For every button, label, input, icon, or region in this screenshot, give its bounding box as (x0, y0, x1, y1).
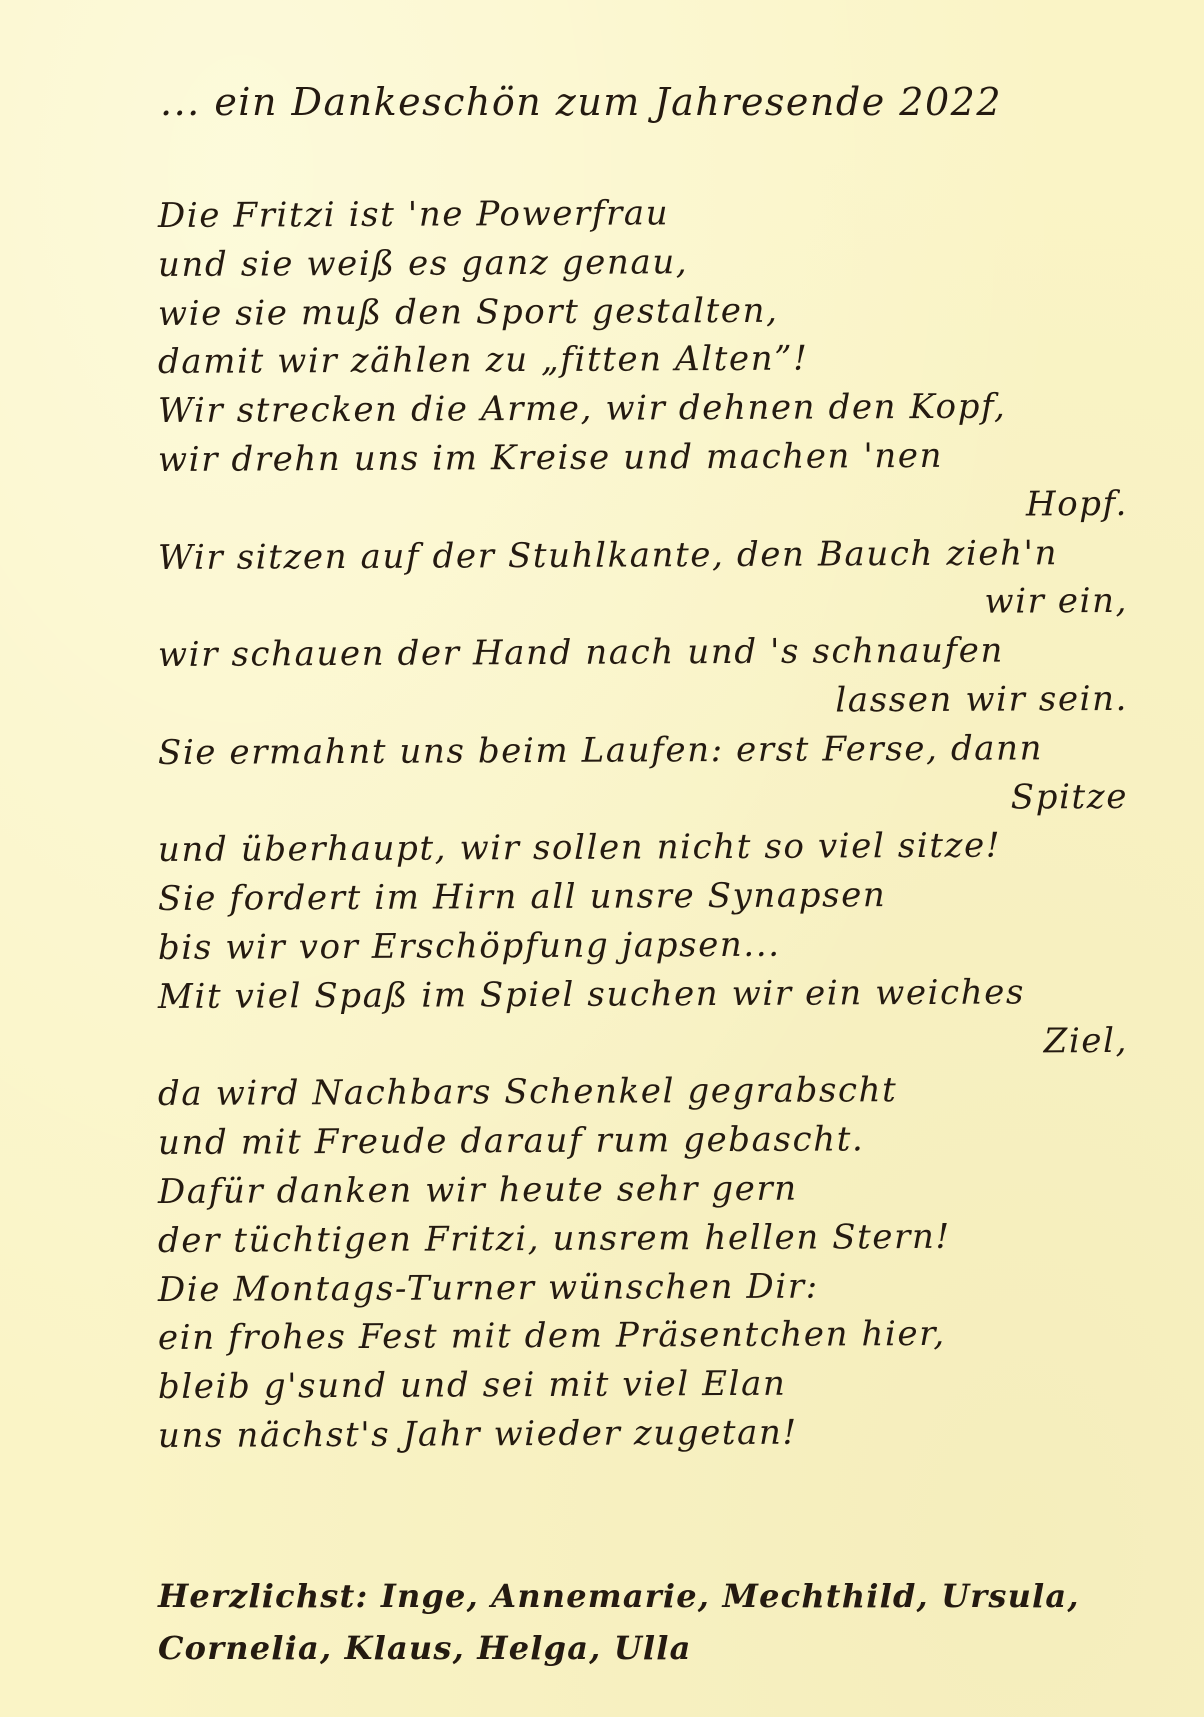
poem-line: damit wir zählen zu „fitten Alten”! (157, 338, 809, 383)
poem-line: Mit viel Spaß im Spiel suchen wir ein weiches (157, 972, 1026, 1017)
poem-line: Wir sitzen auf der Stuhlkante, den Bauch zieh'n (157, 532, 1059, 578)
poem-line: bis wir vor Erschöpfung japsen... (157, 924, 781, 968)
poem-line: Ziel, (1043, 1020, 1129, 1061)
poem-line: Die Montags-Turner wünschen Dir: (157, 1266, 819, 1310)
poem-line: der tüchtigen Fritzi, unsrem hellen Stern! (157, 1216, 951, 1261)
poem-line: wie sie muß den Sport gestalten, (157, 290, 779, 334)
poem-line: Die Fritzi ist 'ne Powerfrau (157, 193, 670, 236)
poem-line: und mit Freude darauf rum gebascht. (157, 1119, 865, 1164)
poem-line: wir ein, (984, 581, 1129, 623)
poem-line: Sie ermahnt uns beim Laufen: erst Ferse, dann (157, 728, 1044, 773)
poem-line: da wird Nachbars Schenkel gegrabscht (157, 1070, 898, 1115)
poem-line: wir drehn uns im Kreise und machen 'nen (157, 435, 944, 480)
signature-block (158, 1570, 1118, 1674)
poem-line: Sie fordert im Hirn all unsre Synapsen (157, 875, 887, 920)
poem-line: und überhaupt, wir sollen nicht so viel sitze! (157, 825, 1002, 871)
poem-line: und sie weiß es ganz genau, (157, 242, 689, 285)
poem-line: wir schauen der Hand nach und 's schnaufen (157, 630, 1004, 676)
poem-line: lassen wir sein. (835, 678, 1129, 721)
poem-line: Spitze (1010, 776, 1129, 818)
poem-line: Dafür danken wir heute sehr gern (157, 1168, 798, 1212)
signature-line: Cornelia, Klaus, Helga, Ulla (158, 1629, 692, 1667)
letter-title: ... ein Dankeschön zum Jahresende 2022 (160, 80, 1002, 124)
poem-line: Wir strecken die Arme, wir dehnen den Kopf, (157, 386, 1007, 432)
poem-line: bleib g'sund und sei mit viel Elan (157, 1363, 787, 1408)
poem-line: Hopf. (1025, 483, 1129, 525)
signature-line: Herzlichst: Inge, Annemarie, Mechthild, Ursula, (158, 1577, 1080, 1615)
poem (158, 192, 1128, 1461)
poem-line: ein frohes Fest mit dem Präsentchen hier, (157, 1314, 946, 1359)
poem-line: uns nächst's Jahr wieder zugetan! (157, 1412, 798, 1456)
